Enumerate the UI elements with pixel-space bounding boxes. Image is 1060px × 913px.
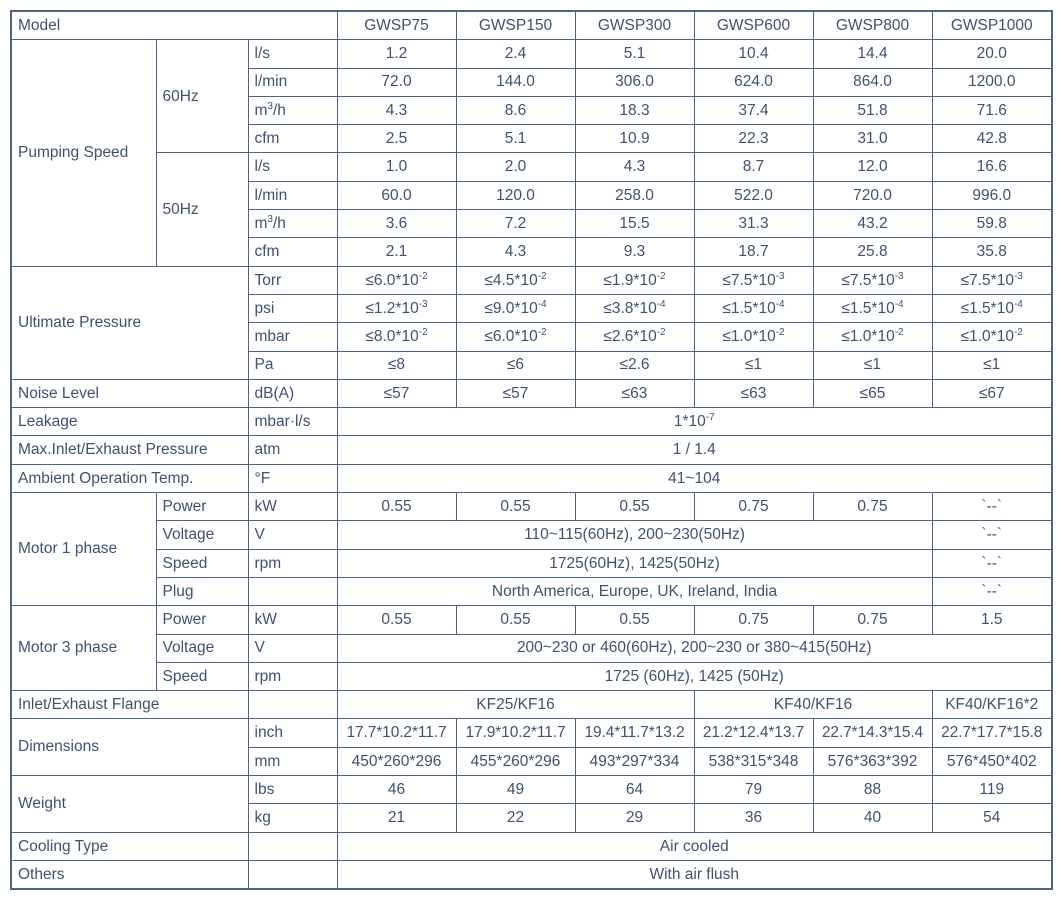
value-cell: 0.75 — [813, 606, 932, 634]
value-cell: 51.8 — [813, 96, 932, 124]
value-cell: `--` — [932, 493, 1052, 521]
value-cell: 18.7 — [694, 238, 813, 266]
value-cell: 22.7*14.3*15.4 — [813, 719, 932, 747]
value-cell: $\le 1.0*10^{-2}$ — [932, 323, 1052, 351]
value-cell: 4.3 — [456, 238, 575, 266]
freq-label: 60Hz — [156, 40, 248, 153]
table-row — [11, 549, 1052, 577]
value-cell: 88 — [813, 776, 932, 804]
value-cell: 1200.0 — [932, 68, 1052, 96]
param-label: Plug — [156, 577, 248, 605]
value-cell: $\le 7.5*10^{-3}$ — [813, 266, 932, 294]
value-cell: $\le 6.0*10^{-2}$ — [337, 266, 456, 294]
section-label-flange: Inlet/Exhaust Flange — [11, 691, 248, 719]
value-cell: 72.0 — [337, 68, 456, 96]
unit-label: cfm — [248, 125, 337, 153]
unit-label: rpm — [248, 662, 337, 690]
value-cell: 1.0 — [337, 153, 456, 181]
section-label-weight: Weight — [11, 776, 248, 833]
model-name: GWSP1000 — [932, 11, 1052, 40]
param-label: Voltage — [156, 634, 248, 662]
unit-label: Pa — [248, 351, 337, 379]
value-cell: 0.55 — [337, 606, 456, 634]
value-cell: 450*260*296 — [337, 747, 456, 775]
section-label-others: Others — [11, 860, 248, 889]
table-row — [11, 408, 1052, 436]
value-cell: 21.2*12.4*13.7 — [694, 719, 813, 747]
value-cell: $\le 7.5*10^{-3}$ — [694, 266, 813, 294]
value-cell: 19.4*11.7*13.2 — [575, 719, 694, 747]
value-cell: 5.1 — [456, 125, 575, 153]
value-cell: `--` — [932, 549, 1052, 577]
value-cell: 2.1 — [337, 238, 456, 266]
section-label-pumping-speed: Pumping Speed — [11, 40, 156, 266]
value-cell: $\le 1.2*10^{-3}$ — [337, 294, 456, 322]
value-cell: 0.55 — [456, 606, 575, 634]
value-cell: ≤63 — [694, 379, 813, 407]
unit-label: kW — [248, 606, 337, 634]
value-cell: ≤57 — [456, 379, 575, 407]
value-cell: $\le 1.9*10^{-2}$ — [575, 266, 694, 294]
unit-label: dB(A) — [248, 379, 337, 407]
value-cell: 17.9*10.2*11.7 — [456, 719, 575, 747]
section-label-noise: Noise Level — [11, 379, 248, 407]
section-label-ambient-temp: Ambient Operation Temp. — [11, 464, 248, 492]
value-cell: North America, Europe, UK, Ireland, India — [337, 577, 932, 605]
unit-label: V — [248, 634, 337, 662]
value-cell: 18.3 — [575, 96, 694, 124]
value-cell: 5.1 — [575, 40, 694, 68]
model-name: GWSP300 — [575, 11, 694, 40]
section-label-motor-3-phase: Motor 3 phase — [11, 606, 156, 691]
param-label: Speed — [156, 549, 248, 577]
value-cell: 20.0 — [932, 40, 1052, 68]
unit-label: l/s — [248, 153, 337, 181]
value-cell: 576*450*402 — [932, 747, 1052, 775]
unit-label: rpm — [248, 549, 337, 577]
value-cell: $\le 1.0*10^{-2}$ — [694, 323, 813, 351]
value-cell: 4.3 — [575, 153, 694, 181]
section-label-leakage: Leakage — [11, 408, 248, 436]
value-cell: 17.7*10.2*11.7 — [337, 719, 456, 747]
value-cell: 0.55 — [575, 606, 694, 634]
value-cell: $\le 3.8*10^{-4}$ — [575, 294, 694, 322]
value-cell: 0.55 — [456, 493, 575, 521]
unit-label: cfm — [248, 238, 337, 266]
value-cell: 46 — [337, 776, 456, 804]
value-cell: 0.55 — [575, 493, 694, 521]
table-row — [11, 776, 1052, 804]
value-cell: 538*315*348 — [694, 747, 813, 775]
table-row — [11, 606, 1052, 634]
value-cell: $\le 9.0*10^{-4}$ — [456, 294, 575, 322]
unit-label: l/min — [248, 68, 337, 96]
freq-label: 50Hz — [156, 153, 248, 266]
value-cell: 1 / 1.4 — [337, 436, 1052, 464]
value-cell: 64 — [575, 776, 694, 804]
value-cell: ≤1 — [813, 351, 932, 379]
param-label: Voltage — [156, 521, 248, 549]
value-cell: 306.0 — [575, 68, 694, 96]
table-row — [11, 521, 1052, 549]
value-cell: ≤65 — [813, 379, 932, 407]
value-cell: Air cooled — [337, 832, 1052, 860]
unit-label: atm — [248, 436, 337, 464]
value-cell: 144.0 — [456, 68, 575, 96]
section-label-dimensions: Dimensions — [11, 719, 248, 776]
value-cell: 1725 (60Hz), 1425 (50Hz) — [337, 662, 1052, 690]
unit-label: inch — [248, 719, 337, 747]
value-cell: 29 — [575, 804, 694, 832]
value-cell: 41~104 — [337, 464, 1052, 492]
value-cell: 9.3 — [575, 238, 694, 266]
value-cell: 40 — [813, 804, 932, 832]
value-cell: 22 — [456, 804, 575, 832]
table-row — [11, 40, 1052, 68]
value-cell: 12.0 — [813, 153, 932, 181]
value-cell: ≤6 — [456, 351, 575, 379]
unit-label: mm — [248, 747, 337, 775]
unit-label: $m^3/h$ — [248, 210, 337, 238]
unit-label: mbar·l/s — [248, 408, 337, 436]
header-row — [11, 11, 1052, 40]
value-cell: 2.5 — [337, 125, 456, 153]
value-cell: 258.0 — [575, 181, 694, 209]
value-cell: $\le 1.0*10^{-2}$ — [813, 323, 932, 351]
value-cell: KF40/KF16 — [694, 691, 932, 719]
model-name: GWSP75 — [337, 11, 456, 40]
value-cell: 37.4 — [694, 96, 813, 124]
value-cell: 3.6 — [337, 210, 456, 238]
unit-label: l/s — [248, 40, 337, 68]
value-cell: 2.0 — [456, 153, 575, 181]
value-cell: 59.8 — [932, 210, 1052, 238]
value-cell: 0.75 — [694, 493, 813, 521]
value-cell: $\le 8.0*10^{-2}$ — [337, 323, 456, 351]
value-cell: ≤8 — [337, 351, 456, 379]
value-cell: 522.0 — [694, 181, 813, 209]
value-cell: $\le 1.5*10^{-4}$ — [694, 294, 813, 322]
unit-label: Torr — [248, 266, 337, 294]
table-row — [11, 662, 1052, 690]
value-cell: 8.7 — [694, 153, 813, 181]
model-name: GWSP150 — [456, 11, 575, 40]
value-cell: 7.2 — [456, 210, 575, 238]
value-cell: $\le 1.5*10^{-4}$ — [932, 294, 1052, 322]
value-cell: 864.0 — [813, 68, 932, 96]
table-row — [11, 379, 1052, 407]
param-label: Power — [156, 606, 248, 634]
value-cell: 996.0 — [932, 181, 1052, 209]
value-cell: 15.5 — [575, 210, 694, 238]
value-cell: With air flush — [337, 860, 1052, 889]
value-cell: KF40/KF16*2 — [932, 691, 1052, 719]
value-cell: 25.8 — [813, 238, 932, 266]
table-row — [11, 464, 1052, 492]
unit-label: V — [248, 521, 337, 549]
value-cell: 8.6 — [456, 96, 575, 124]
value-cell: $\le 1.5*10^{-4}$ — [813, 294, 932, 322]
value-cell: $\le 7.5*10^{-3}$ — [932, 266, 1052, 294]
value-cell: ≤57 — [337, 379, 456, 407]
value-cell: 49 — [456, 776, 575, 804]
table-row — [11, 719, 1052, 747]
value-cell: 43.2 — [813, 210, 932, 238]
value-cell: 71.6 — [932, 96, 1052, 124]
value-cell: `--` — [932, 577, 1052, 605]
value-cell: $\le 4.5*10^{-2}$ — [456, 266, 575, 294]
table-row — [11, 634, 1052, 662]
unit-label — [248, 860, 337, 889]
value-cell: 1725(60Hz), 1425(50Hz) — [337, 549, 932, 577]
value-cell: 31.3 — [694, 210, 813, 238]
value-cell: 0.75 — [694, 606, 813, 634]
unit-label: l/min — [248, 181, 337, 209]
value-cell: `--` — [932, 521, 1052, 549]
value-cell: 624.0 — [694, 68, 813, 96]
unit-label: °F — [248, 464, 337, 492]
value-cell: 493*297*334 — [575, 747, 694, 775]
value-cell: 10.9 — [575, 125, 694, 153]
spec-table-container — [10, 10, 1053, 890]
value-cell: 720.0 — [813, 181, 932, 209]
value-cell: 576*363*392 — [813, 747, 932, 775]
model-name: GWSP600 — [694, 11, 813, 40]
unit-label — [248, 832, 337, 860]
value-cell: 2.4 — [456, 40, 575, 68]
value-cell: 79 — [694, 776, 813, 804]
unit-label — [248, 691, 337, 719]
param-label: Power — [156, 493, 248, 521]
value-cell: ≤67 — [932, 379, 1052, 407]
value-cell: 200~230 or 460(60Hz), 200~230 or 380~415(50Hz) — [337, 634, 1052, 662]
value-cell: 0.55 — [337, 493, 456, 521]
unit-label — [248, 577, 337, 605]
unit-label: mbar — [248, 323, 337, 351]
unit-label: lbs — [248, 776, 337, 804]
value-cell: 35.8 — [932, 238, 1052, 266]
unit-label: kg — [248, 804, 337, 832]
spec-table — [10, 10, 1053, 890]
value-cell: 0.75 — [813, 493, 932, 521]
unit-label: $m^3/h$ — [248, 96, 337, 124]
unit-label: kW — [248, 493, 337, 521]
table-row — [11, 691, 1052, 719]
value-cell: 1.2 — [337, 40, 456, 68]
table-row — [11, 860, 1052, 889]
value-cell: 36 — [694, 804, 813, 832]
value-cell: $1*10^{-7}$ — [337, 408, 1052, 436]
value-cell: 60.0 — [337, 181, 456, 209]
value-cell: 455*260*296 — [456, 747, 575, 775]
value-cell: ≤1 — [932, 351, 1052, 379]
value-cell: KF25/KF16 — [337, 691, 694, 719]
value-cell: 22.3 — [694, 125, 813, 153]
table-row — [11, 577, 1052, 605]
value-cell: 54 — [932, 804, 1052, 832]
value-cell: $\le 2.6*10^{-2}$ — [575, 323, 694, 351]
value-cell: 16.6 — [932, 153, 1052, 181]
value-cell: 120.0 — [456, 181, 575, 209]
model-name: GWSP800 — [813, 11, 932, 40]
value-cell: 31.0 — [813, 125, 932, 153]
section-label-motor-1-phase: Motor 1 phase — [11, 493, 156, 606]
value-cell: 1.5 — [932, 606, 1052, 634]
value-cell: 4.3 — [337, 96, 456, 124]
param-label: Speed — [156, 662, 248, 690]
section-label-ultimate-pressure: Ultimate Pressure — [11, 266, 248, 379]
section-label-cooling: Cooling Type — [11, 832, 248, 860]
value-cell: 14.4 — [813, 40, 932, 68]
unit-label: psi — [248, 294, 337, 322]
section-label-max-pressure: Max.Inlet/Exhaust Pressure — [11, 436, 248, 464]
value-cell: 22.7*17.7*15.8 — [932, 719, 1052, 747]
value-cell: 119 — [932, 776, 1052, 804]
table-row — [11, 153, 1052, 181]
value-cell: 42.8 — [932, 125, 1052, 153]
value-cell: ≤1 — [694, 351, 813, 379]
value-cell: 21 — [337, 804, 456, 832]
value-cell: ≤63 — [575, 379, 694, 407]
value-cell: $\le 6.0*10^{-2}$ — [456, 323, 575, 351]
model-header-label: Model — [11, 11, 337, 40]
value-cell: ≤2.6 — [575, 351, 694, 379]
table-row — [11, 493, 1052, 521]
value-cell: 10.4 — [694, 40, 813, 68]
value-cell: 110~115(60Hz), 200~230(50Hz) — [337, 521, 932, 549]
table-row — [11, 832, 1052, 860]
table-row — [11, 266, 1052, 294]
table-row — [11, 436, 1052, 464]
